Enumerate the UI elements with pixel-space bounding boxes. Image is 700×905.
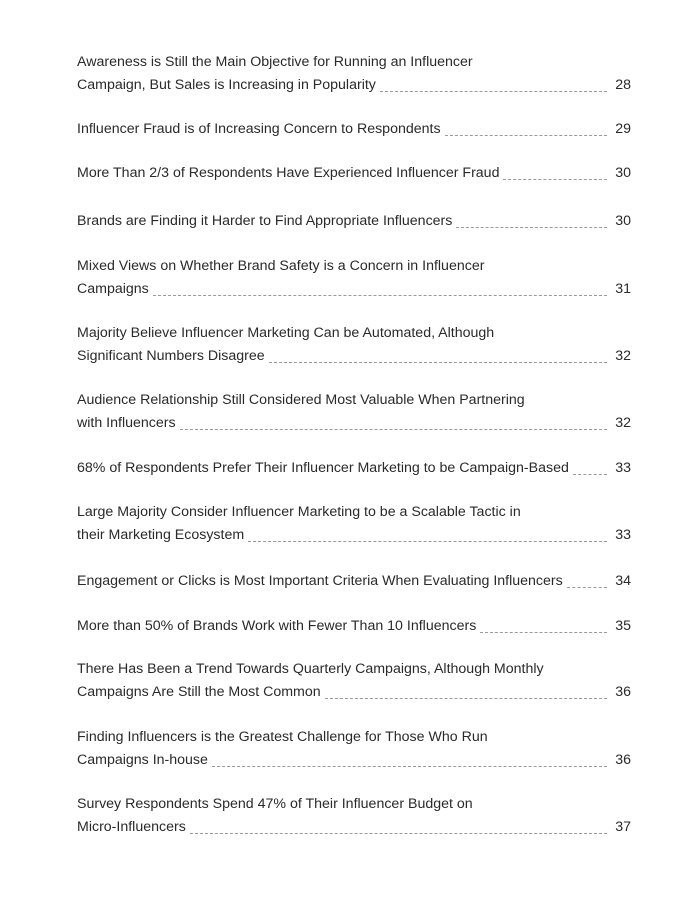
toc-entry[interactable] [77,322,631,368]
toc-entry[interactable] [77,726,631,772]
toc-entry[interactable] [77,501,631,547]
toc-entry-title: There Has Been a Trend Towards Quarterly Campaigns, Although Monthly [77,661,544,677]
toc-entry-title: Large Majority Consider Influencer Marketing to be a Scalable Tactic in [77,504,521,520]
toc-entry[interactable] [77,255,631,301]
toc-entry-line [77,658,631,681]
toc-entry-title: Campaigns In-house [77,752,208,768]
toc-entry-title: Finding Influencers is the Greatest Challenge for Those Who Run [77,729,488,745]
toc-page-number: 36 [615,752,631,768]
toc-page-number: 32 [615,415,631,431]
toc-entry-line [77,74,631,97]
toc-entry[interactable] [77,210,631,233]
toc-entry-line [77,255,631,278]
toc-page-number: 34 [615,573,631,589]
dot-leader [153,295,607,296]
toc-entry-title: with Influencers [77,415,176,431]
toc-entry[interactable] [77,570,631,593]
dot-leader [325,698,607,699]
toc-entry[interactable] [77,615,631,638]
toc-entry-title: More than 50% of Brands Work with Fewer Than 10 Influencers [77,618,477,634]
dot-leader [567,587,607,588]
toc-entry-title: 68% of Respondents Prefer Their Influencer Marketing to be Campaign-Based [77,460,569,476]
toc-entry-line [77,412,631,435]
toc-entry-line [77,389,631,412]
toc-entry-title: Brands are Finding it Harder to Find Appropriate Influencers [77,213,453,229]
toc-entry-title: Micro-Influencers [77,819,186,835]
dot-leader [212,766,607,767]
toc-page-number: 35 [615,618,631,634]
toc-entry-line [77,51,631,74]
toc-entry-line [77,278,631,301]
toc-entry[interactable] [77,118,631,141]
toc-entry-line [77,615,631,638]
toc-entry-line [77,501,631,524]
toc-page-number: 28 [615,77,631,93]
toc-entry-line [77,816,631,839]
dot-leader [190,833,607,834]
toc-entry-line [77,524,631,547]
toc-entry[interactable] [77,457,631,480]
toc-entry-title: Audience Relationship Still Considered Most Valuable When Partnering [77,392,525,408]
toc-entry[interactable] [77,162,631,185]
toc-entry-line [77,749,631,772]
dot-leader [180,429,607,430]
toc-entry-title: Awareness is Still the Main Objective for Running an Influencer [77,54,473,70]
toc-entry-line [77,726,631,749]
toc-entry-title: More Than 2/3 of Respondents Have Experienced Influencer Fraud [77,165,500,181]
toc-page-number: 31 [615,281,631,297]
toc-entry[interactable] [77,793,631,839]
toc-entry-line [77,570,631,593]
toc-entry-title: Campaigns [77,281,149,297]
toc-entry-title: Survey Respondents Spend 47% of Their Influencer Budget on [77,796,473,812]
toc-page-number: 33 [615,460,631,476]
toc-entry-line [77,457,631,480]
toc-entry-title: Majority Believe Influencer Marketing Can be Automated, Although [77,325,495,341]
toc-entry-line [77,345,631,368]
toc-entry-line [77,162,631,185]
toc-entry-title: Campaigns Are Still the Most Common [77,684,321,700]
dot-leader [248,541,607,542]
toc-entry[interactable] [77,389,631,435]
toc-entry[interactable] [77,658,631,704]
dot-leader [480,632,607,633]
toc-entry-title: their Marketing Ecosystem [77,527,245,543]
toc-entry-title: Influencer Fraud is of Increasing Concern to Respondents [77,121,441,137]
toc-page-number: 30 [615,213,631,229]
toc-entry-line [77,793,631,816]
toc-page-number: 33 [615,527,631,543]
toc-entry-line [77,681,631,704]
toc-entry-title: Campaign, But Sales is Increasing in Popularity [77,77,376,93]
toc-page-number: 29 [615,121,631,137]
dot-leader [456,227,607,228]
toc-page-number: 30 [615,165,631,181]
toc-page-number: 32 [615,348,631,364]
toc-entry[interactable] [77,51,631,97]
dot-leader [380,91,607,92]
dot-leader [269,362,607,363]
toc-entry-line [77,118,631,141]
toc-entry-title: Engagement or Clicks is Most Important Criteria When Evaluating Influencers [77,573,563,589]
toc-entry-line [77,322,631,345]
toc-entry-line [77,210,631,233]
toc-page-number: 37 [615,819,631,835]
dot-leader [503,179,607,180]
dot-leader [445,135,607,136]
toc-entry-title: Significant Numbers Disagree [77,348,265,364]
dot-leader [573,474,607,475]
toc-entry-title: Mixed Views on Whether Brand Safety is a Concern in Influencer [77,258,485,274]
toc-page-number: 36 [615,684,631,700]
